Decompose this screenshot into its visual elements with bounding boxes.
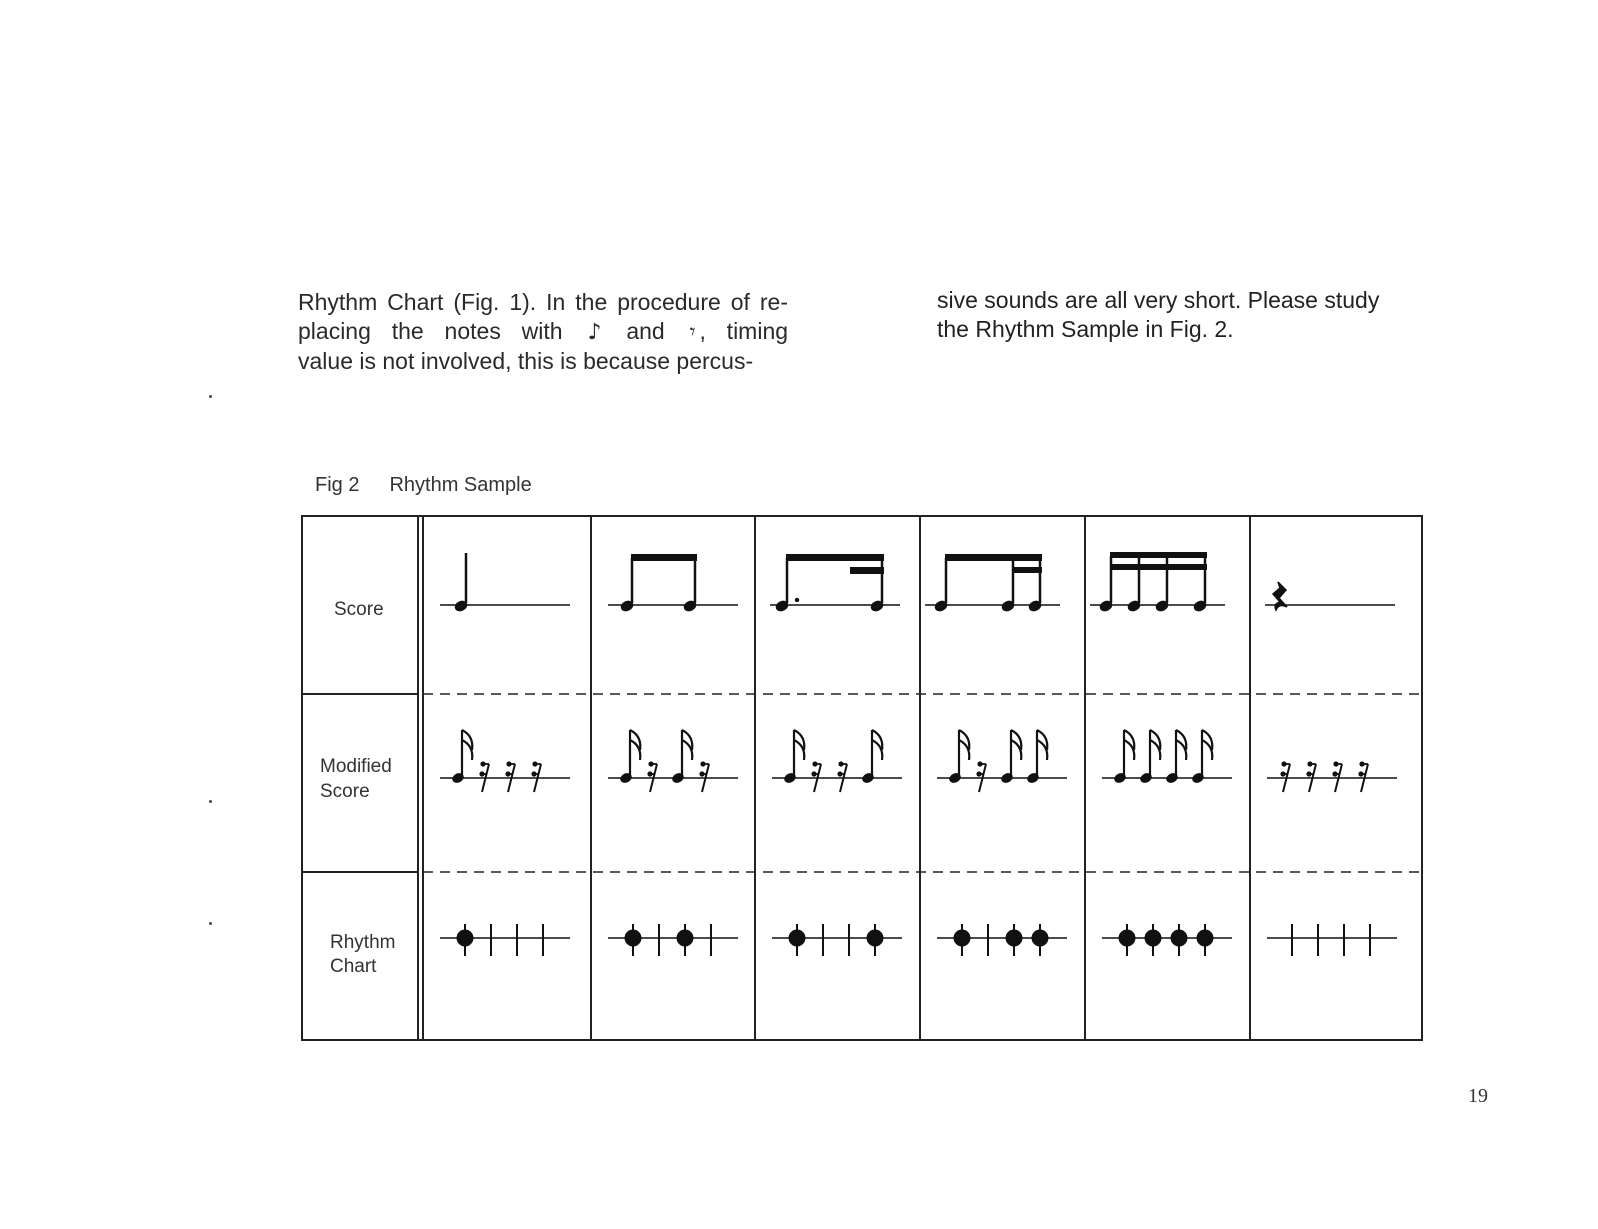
eighth-note-icon: ♪ bbox=[587, 320, 602, 345]
modified-cell bbox=[1267, 761, 1397, 792]
right-line-2: the Rhythm Sample in Fig. 2. bbox=[937, 316, 1234, 342]
row-label-modified-1: Modified bbox=[320, 756, 392, 777]
sixteenth-note-symbol bbox=[783, 730, 804, 784]
modified-cell bbox=[440, 730, 570, 792]
modified-cell bbox=[1102, 730, 1232, 784]
rhythm-chart-cell bbox=[937, 924, 1067, 956]
sixteenth-rest-symbol bbox=[1306, 761, 1316, 792]
sixteenth-note-symbol bbox=[1191, 730, 1212, 784]
beat-hit-dot bbox=[867, 930, 884, 947]
sixteenth-note-symbol bbox=[1139, 730, 1160, 784]
beat-hit-dot bbox=[1145, 930, 1162, 947]
sixteenth-rest-symbol bbox=[1280, 761, 1290, 792]
sixteenth-rest-symbol bbox=[811, 761, 821, 792]
beat-hit-dot bbox=[1197, 930, 1214, 947]
rhythm-chart-cell bbox=[1267, 924, 1397, 956]
row-label-modified-2: Score bbox=[320, 781, 370, 802]
row-label-score: Score bbox=[334, 599, 384, 620]
sixteenth-note-symbol bbox=[1000, 730, 1021, 784]
sixteenth-rest-symbol bbox=[1358, 761, 1368, 792]
beat-hit-dot bbox=[954, 930, 971, 947]
beat-hit-dot bbox=[677, 930, 694, 947]
beat-hit-dot bbox=[1119, 930, 1136, 947]
left-line-2b: and bbox=[626, 318, 665, 344]
sixteenth-note-symbol bbox=[1113, 730, 1134, 784]
rhythm-chart-cell bbox=[1102, 924, 1232, 956]
sixteenth-note-symbol bbox=[948, 730, 969, 784]
eighth-rest-icon: 𝄾 bbox=[689, 320, 696, 345]
rhythm-chart-cell bbox=[772, 924, 902, 956]
sixteenth-rest-symbol bbox=[505, 761, 515, 792]
right-line-1: sive sounds are all very short. Please study bbox=[937, 287, 1380, 313]
beat-hit-dot bbox=[1006, 930, 1023, 947]
figure-title: Rhythm Sample bbox=[389, 474, 532, 496]
row-label-chart-2: Chart bbox=[330, 956, 377, 977]
score-two-eighth-notes bbox=[608, 554, 738, 613]
beat-hit-dot bbox=[625, 930, 642, 947]
score-dotted-eighth-sixteenth bbox=[770, 554, 900, 613]
score-quarter-rest bbox=[1265, 582, 1395, 610]
page-speck bbox=[209, 395, 212, 398]
score-quarter-note bbox=[440, 553, 570, 613]
figure-number: Fig 2 bbox=[315, 474, 360, 496]
sixteenth-note-symbol bbox=[861, 730, 882, 784]
sixteenth-rest-symbol bbox=[531, 761, 541, 792]
sixteenth-note-symbol bbox=[671, 730, 692, 784]
rhythm-chart-cell bbox=[440, 924, 570, 956]
body-text-right bbox=[937, 286, 1437, 344]
beat-hit-dot bbox=[457, 930, 474, 947]
modified-cell bbox=[937, 730, 1067, 792]
left-line-2a: placing the notes with bbox=[298, 318, 563, 344]
page-number: 19 bbox=[1468, 1085, 1488, 1107]
figure-caption bbox=[315, 474, 562, 497]
sixteenth-note-symbol bbox=[619, 730, 640, 784]
sixteenth-rest-symbol bbox=[479, 761, 489, 792]
row-label-chart-1: Rhythm bbox=[330, 932, 396, 953]
beat-hit-dot bbox=[1032, 930, 1049, 947]
sixteenth-rest-symbol bbox=[976, 761, 986, 792]
score-row bbox=[440, 552, 1395, 613]
left-line-3: value is not involved, this is because percus- bbox=[298, 348, 754, 374]
sixteenth-note-symbol bbox=[1026, 730, 1047, 784]
left-line-2 bbox=[298, 317, 788, 347]
modified-cell bbox=[608, 730, 738, 792]
rhythm-chart-row bbox=[440, 924, 1397, 956]
sixteenth-note-symbol bbox=[451, 730, 472, 784]
modified-cell bbox=[772, 730, 902, 792]
body-text-left bbox=[298, 288, 788, 376]
left-line-2c: , timing bbox=[699, 318, 789, 344]
beat-hit-dot bbox=[789, 930, 806, 947]
sixteenth-note-symbol bbox=[1165, 730, 1186, 784]
sixteenth-rest-symbol bbox=[647, 761, 657, 792]
left-line-1: Rhythm Chart (Fig. 1). In the procedure of re- bbox=[298, 289, 788, 315]
sixteenth-rest-symbol bbox=[699, 761, 709, 792]
beat-hit-dot bbox=[1171, 930, 1188, 947]
page-speck bbox=[209, 922, 212, 925]
rhythm-sample-table bbox=[300, 510, 1430, 1050]
score-four-sixteenth-notes bbox=[1090, 552, 1225, 613]
sixteenth-rest-symbol bbox=[1332, 761, 1342, 792]
modified-score-row bbox=[440, 730, 1397, 792]
score-eighth-two-sixteenths bbox=[925, 554, 1060, 613]
sixteenth-rest-symbol bbox=[837, 761, 847, 792]
page-speck bbox=[209, 800, 212, 803]
rhythm-chart-cell bbox=[608, 924, 738, 956]
